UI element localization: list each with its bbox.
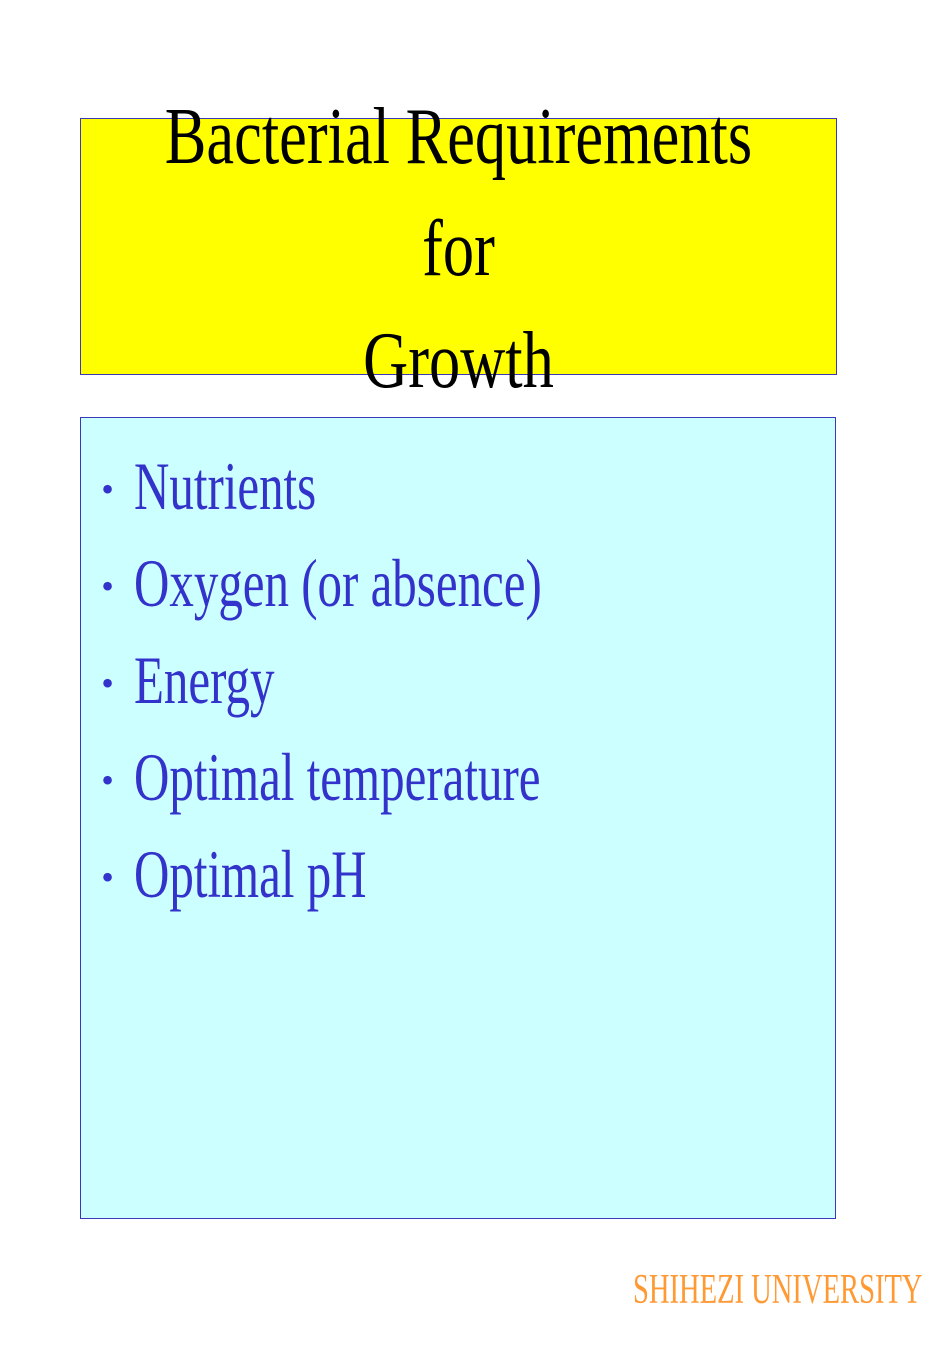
bullet-dot-icon: • <box>101 663 114 703</box>
bullet-label: Optimal temperature <box>134 739 541 815</box>
bullet-list <box>81 446 700 931</box>
bullet-label: Nutrients <box>134 448 317 524</box>
bullet-dot-icon: • <box>101 760 114 800</box>
bullet-label: Oxygen (or absence) <box>134 545 542 621</box>
bullet-label: Energy <box>134 642 275 718</box>
bullet-dot-icon: • <box>101 469 114 509</box>
bullet-item <box>81 446 700 543</box>
bullet-item <box>81 543 700 640</box>
bullet-dot-icon: • <box>101 857 114 897</box>
bullet-label: Optimal pH <box>134 836 367 912</box>
bullet-item <box>81 834 700 931</box>
title-box <box>80 92 837 405</box>
slide-title-line-1: Bacterial Requirements for <box>164 92 753 293</box>
bullet-dot-icon: • <box>101 566 114 606</box>
bullet-item <box>81 640 700 737</box>
slide-title-line-2: Growth <box>363 316 554 405</box>
bullet-item <box>81 737 700 834</box>
footer-university-name: SHIHEZI UNIVERSITY <box>633 1267 923 1313</box>
slide-title <box>164 77 753 417</box>
content-box <box>80 417 836 1219</box>
